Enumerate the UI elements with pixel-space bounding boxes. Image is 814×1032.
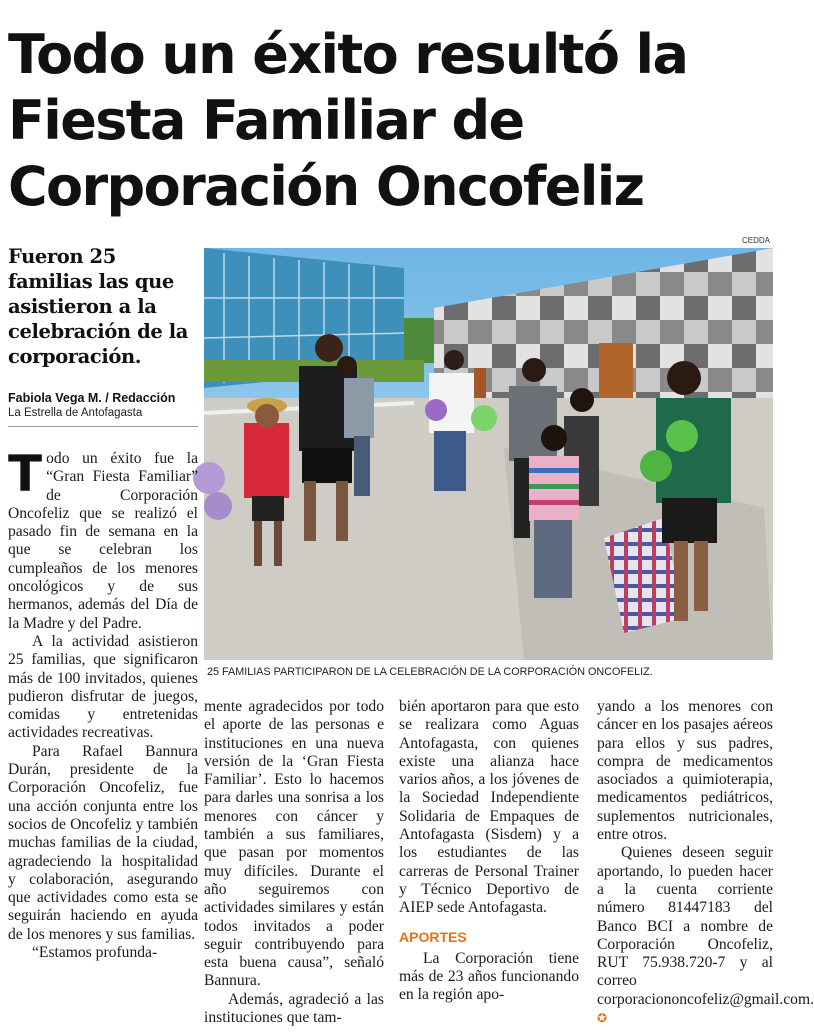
headline: [8, 22, 773, 220]
paragraph-continued: yando a los menores con cáncer en los pasajes aéreos para ellos y sus padres, compra de medicamentos asociados a quimioterapia, medicamentos pediátricos, suplementos nutricionales, entre otros.: [597, 698, 773, 844]
article-column-1: [8, 445, 198, 962]
paragraph-continued: bién aportaron para que esto se realizara como Aguas Antofagasta, con quienes existe una alianza hace varios años, a los jóvenes de la Sociedad Independiente Solidaria de Empaques de Antofagasta (Sisdem) y a los estudiantes de las carreras de Personal Trainer y Técnico Deportivo de AIEP sede Antofagasta.: [399, 698, 579, 917]
headline-line-2: Fiesta Familiar de: [8, 89, 524, 152]
paragraph-continued: mente agradecidos por todo el aporte de las personas e instituciones en una nueva versión de la ‘Gran Fiesta Familiar’. Esto lo hacemos para darles una sonrisa a los menores con cáncer y también a sus familiares, que pasan por momentos muy difíciles. Durante el año seguiremos con actividades similares y están todos invitados a poder seguir contribuyendo para esta buena causa”, señaló Bannura.: [204, 698, 384, 990]
paragraph: Además, agradeció a las instituciones que tam-: [204, 990, 384, 1027]
paragraph-text: odo un éxito fue la “Gran Fiesta Familiar” de Corporación Oncofeliz que se realizó el pasado fin de semana en la que se celebran los cumpleaños de los menores oncológicos y de sus hermanos, además del Día de la Madre y del Padre.: [8, 450, 198, 632]
paragraph: A la actividad asistieron 25 familias, que significaron más de 100 invitados, quienes pudieron disfrutar de juegos, comidas y entretenidas actividades recreativas.: [8, 632, 198, 742]
end-mark-icon: ✪: [597, 1011, 608, 1026]
paragraph-text: Quienes deseen seguir aportando, lo pueden hacer a la cuenta corriente número 81447183 del Banco BCI a nombre de Corporación Oncofeliz, RUT 75.938.720-7 y al correo corporaciononcofeliz@gmail.com.: [597, 844, 814, 1008]
paragraph: [8, 445, 198, 633]
publication-source: La Estrella de Antofagasta: [8, 407, 143, 419]
paragraph: La Corporación tiene más de 23 años funcionando en la región apo-: [399, 949, 579, 1004]
event-photo: [204, 248, 773, 660]
article-column-4: [597, 698, 814, 1027]
drop-cap: T: [8, 445, 43, 503]
author: Fabiola Vega M. / Redacción: [8, 391, 176, 405]
photo-caption: 25 FAMILIAS PARTICIPARON DE LA CELEBRACIÓN DE LA CORPORACIÓN ONCOFELIZ.: [207, 666, 653, 678]
photo-credit: CEDDA: [742, 236, 771, 245]
byline: [8, 391, 198, 420]
article-column-3: [399, 698, 579, 1004]
paragraph: [597, 844, 814, 1027]
paragraph: Para Rafael Bannura Durán, presidente de la Corporación Oncofeliz, fue una acción conjunta entre los socios de Oncofeliz y también muchas familias de la ciudad, agradeciendo la hospitalidad y colaboración, asegurando que actividades como esta se seguirán haciendo en ayuda de los menores y sus familias.: [8, 742, 198, 943]
subhead: Fueron 25 familias las que asistieron a la celebración de la corporación.: [8, 245, 188, 368]
paragraph: “Estamos profunda-: [32, 944, 158, 962]
headline-line-1: Todo un éxito resultó la: [8, 23, 688, 86]
headline-line-3: Corporación Oncofeliz: [8, 155, 644, 218]
article-column-2: [204, 698, 384, 1027]
section-heading: APORTES: [399, 928, 467, 945]
byline-divider: [8, 426, 198, 427]
